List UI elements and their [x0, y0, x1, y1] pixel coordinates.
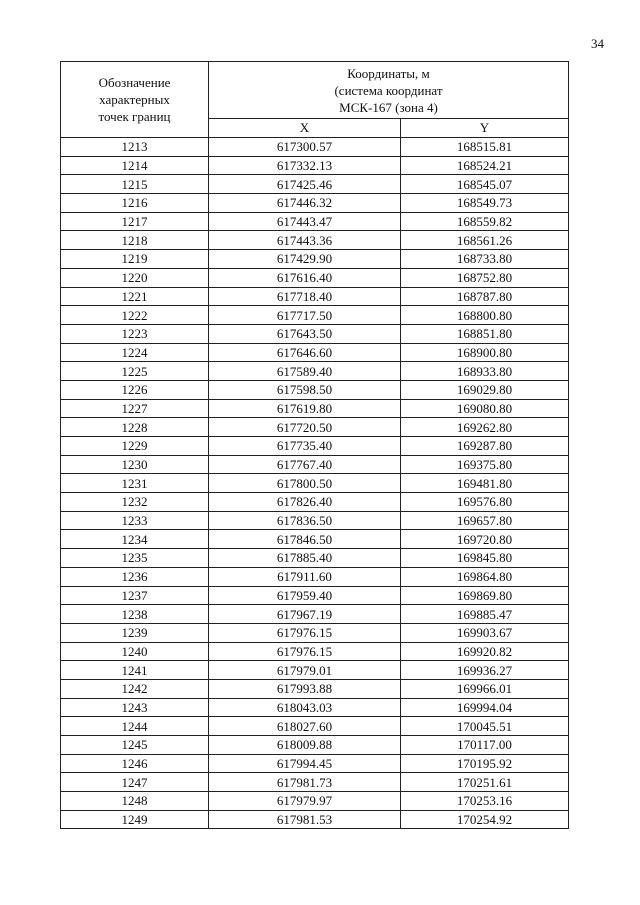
table-row — [61, 493, 569, 512]
table-row — [61, 567, 569, 586]
y-coordinate-cell: 170251.61 — [401, 773, 569, 792]
table-row — [61, 455, 569, 474]
header-label-line: характерных — [99, 92, 170, 107]
header-label-line: Обозначение — [98, 75, 171, 90]
y-coordinate-cell: 169080.80 — [401, 399, 569, 418]
point-id-cell: 1224 — [61, 343, 209, 362]
x-coordinate-cell: 617616.40 — [209, 268, 401, 287]
y-coordinate-cell: 168549.73 — [401, 194, 569, 213]
table-row — [61, 399, 569, 418]
point-id-cell: 1243 — [61, 698, 209, 717]
y-coordinate-cell: 169029.80 — [401, 380, 569, 399]
x-coordinate-cell: 617967.19 — [209, 605, 401, 624]
table-row — [61, 605, 569, 624]
table-row — [61, 437, 569, 456]
y-coordinate-cell: 169657.80 — [401, 511, 569, 530]
table-row — [61, 642, 569, 661]
y-coordinate-cell: 168900.80 — [401, 343, 569, 362]
y-coordinate-cell: 168787.80 — [401, 287, 569, 306]
y-coordinate-cell: 169885.47 — [401, 605, 569, 624]
y-coordinate-cell: 169845.80 — [401, 549, 569, 568]
y-coordinate-cell: 169920.82 — [401, 642, 569, 661]
point-id-cell: 1217 — [61, 212, 209, 231]
table-row — [61, 773, 569, 792]
point-id-cell: 1236 — [61, 567, 209, 586]
x-coordinate-cell: 617425.46 — [209, 175, 401, 194]
y-coordinate-cell: 169720.80 — [401, 530, 569, 549]
point-id-cell: 1223 — [61, 324, 209, 343]
x-coordinate-cell: 617646.60 — [209, 343, 401, 362]
x-coordinate-cell: 617979.97 — [209, 792, 401, 811]
x-coordinate-cell: 617767.40 — [209, 455, 401, 474]
y-coordinate-cell: 169936.27 — [401, 661, 569, 680]
point-id-cell: 1240 — [61, 642, 209, 661]
y-coordinate-cell: 170254.92 — [401, 810, 569, 829]
point-id-cell: 1215 — [61, 175, 209, 194]
point-id-cell: 1242 — [61, 679, 209, 698]
column-header-x: X — [209, 119, 401, 138]
table-row — [61, 717, 569, 736]
point-id-cell: 1229 — [61, 437, 209, 456]
point-id-cell: 1247 — [61, 773, 209, 792]
table-row — [61, 623, 569, 642]
table-row — [61, 736, 569, 755]
header-coords-line: МСК-167 (зона 4) — [339, 99, 438, 115]
y-coordinate-cell: 170195.92 — [401, 754, 569, 773]
table-row — [61, 754, 569, 773]
table-row — [61, 212, 569, 231]
y-coordinate-cell: 170253.16 — [401, 792, 569, 811]
point-id-cell: 1219 — [61, 250, 209, 269]
table-row — [61, 268, 569, 287]
y-coordinate-cell: 169262.80 — [401, 418, 569, 437]
y-coordinate-cell: 168559.82 — [401, 212, 569, 231]
x-coordinate-cell: 617598.50 — [209, 380, 401, 399]
page-number: 34 — [591, 36, 604, 51]
x-coordinate-cell: 617717.50 — [209, 306, 401, 325]
y-coordinate-cell: 169966.01 — [401, 679, 569, 698]
x-coordinate-cell: 617976.15 — [209, 623, 401, 642]
point-id-cell: 1213 — [61, 138, 209, 157]
table-row — [61, 156, 569, 175]
x-coordinate-cell: 617446.32 — [209, 194, 401, 213]
x-coordinate-cell: 617981.73 — [209, 773, 401, 792]
x-coordinate-cell: 617836.50 — [209, 511, 401, 530]
point-id-cell: 1228 — [61, 418, 209, 437]
x-coordinate-cell: 617735.40 — [209, 437, 401, 456]
x-coordinate-cell: 617959.40 — [209, 586, 401, 605]
point-id-cell: 1232 — [61, 493, 209, 512]
y-coordinate-cell: 168800.80 — [401, 306, 569, 325]
x-coordinate-cell: 617443.47 — [209, 212, 401, 231]
y-coordinate-cell: 170045.51 — [401, 717, 569, 736]
y-coordinate-cell: 169287.80 — [401, 437, 569, 456]
point-id-cell: 1231 — [61, 474, 209, 493]
point-id-cell: 1218 — [61, 231, 209, 250]
header-coordinates — [209, 62, 569, 119]
point-id-cell: 1239 — [61, 623, 209, 642]
table-row — [61, 511, 569, 530]
point-id-cell: 1237 — [61, 586, 209, 605]
point-id-cell: 1245 — [61, 736, 209, 755]
point-id-cell: 1244 — [61, 717, 209, 736]
table-row — [61, 287, 569, 306]
y-coordinate-cell: 168933.80 — [401, 362, 569, 381]
x-coordinate-cell: 617826.40 — [209, 493, 401, 512]
point-id-cell: 1248 — [61, 792, 209, 811]
point-id-cell: 1214 — [61, 156, 209, 175]
table-row — [61, 530, 569, 549]
x-coordinate-cell: 617718.40 — [209, 287, 401, 306]
point-id-cell: 1226 — [61, 380, 209, 399]
column-header-y: Y — [401, 119, 569, 138]
table-row — [61, 474, 569, 493]
x-coordinate-cell: 617885.40 — [209, 549, 401, 568]
point-id-cell: 1221 — [61, 287, 209, 306]
table-row — [61, 175, 569, 194]
point-id-cell: 1225 — [61, 362, 209, 381]
point-id-cell: 1230 — [61, 455, 209, 474]
table-row — [61, 380, 569, 399]
table-row — [61, 679, 569, 698]
x-coordinate-cell: 617300.57 — [209, 138, 401, 157]
y-coordinate-cell: 168561.26 — [401, 231, 569, 250]
point-id-cell: 1227 — [61, 399, 209, 418]
x-coordinate-cell: 617720.50 — [209, 418, 401, 437]
point-id-cell: 1246 — [61, 754, 209, 773]
x-coordinate-cell: 617589.40 — [209, 362, 401, 381]
table-row — [61, 792, 569, 811]
x-coordinate-cell: 617993.88 — [209, 679, 401, 698]
header-coords-line: Координаты, м — [347, 65, 430, 81]
table-row — [61, 418, 569, 437]
y-coordinate-cell: 169869.80 — [401, 586, 569, 605]
x-coordinate-cell: 617981.53 — [209, 810, 401, 829]
y-coordinate-cell: 168545.07 — [401, 175, 569, 194]
y-coordinate-cell: 169375.80 — [401, 455, 569, 474]
table-row — [61, 306, 569, 325]
table-row — [61, 549, 569, 568]
y-coordinate-cell: 168515.81 — [401, 138, 569, 157]
table-body — [61, 138, 569, 829]
y-coordinate-cell: 169903.67 — [401, 623, 569, 642]
x-coordinate-cell: 617846.50 — [209, 530, 401, 549]
table-row — [61, 810, 569, 829]
point-id-cell: 1234 — [61, 530, 209, 549]
y-coordinate-cell: 169864.80 — [401, 567, 569, 586]
x-coordinate-cell: 617643.50 — [209, 324, 401, 343]
y-coordinate-cell: 168851.80 — [401, 324, 569, 343]
point-id-cell: 1235 — [61, 549, 209, 568]
x-coordinate-cell: 617332.13 — [209, 156, 401, 175]
y-coordinate-cell: 169994.04 — [401, 698, 569, 717]
y-coordinate-cell: 170117.00 — [401, 736, 569, 755]
table-row — [61, 362, 569, 381]
table-row — [61, 250, 569, 269]
point-id-cell: 1241 — [61, 661, 209, 680]
point-id-cell: 1233 — [61, 511, 209, 530]
x-coordinate-cell: 617800.50 — [209, 474, 401, 493]
point-id-cell: 1216 — [61, 194, 209, 213]
y-coordinate-cell: 168524.21 — [401, 156, 569, 175]
x-coordinate-cell: 617911.60 — [209, 567, 401, 586]
x-coordinate-cell: 618027.60 — [209, 717, 401, 736]
header-point-designation — [61, 62, 209, 138]
x-coordinate-cell: 617979.01 — [209, 661, 401, 680]
table-row — [61, 661, 569, 680]
table-row — [61, 194, 569, 213]
x-coordinate-cell: 617619.80 — [209, 399, 401, 418]
point-id-cell: 1222 — [61, 306, 209, 325]
header-coords-line: (система координат — [334, 82, 443, 98]
table-row — [61, 324, 569, 343]
point-id-cell: 1220 — [61, 268, 209, 287]
y-coordinate-cell: 169481.80 — [401, 474, 569, 493]
x-coordinate-cell: 617429.90 — [209, 250, 401, 269]
table-row — [61, 138, 569, 157]
y-coordinate-cell: 168733.80 — [401, 250, 569, 269]
y-coordinate-cell: 168752.80 — [401, 268, 569, 287]
x-coordinate-cell: 617994.45 — [209, 754, 401, 773]
y-coordinate-cell: 169576.80 — [401, 493, 569, 512]
coordinates-table — [60, 61, 569, 829]
point-id-cell: 1249 — [61, 810, 209, 829]
x-coordinate-cell: 617443.36 — [209, 231, 401, 250]
table-row — [61, 231, 569, 250]
point-id-cell: 1238 — [61, 605, 209, 624]
x-coordinate-cell: 618043.03 — [209, 698, 401, 717]
table-row — [61, 343, 569, 362]
x-coordinate-cell: 618009.88 — [209, 736, 401, 755]
table-row — [61, 698, 569, 717]
table-row — [61, 586, 569, 605]
x-coordinate-cell: 617976.15 — [209, 642, 401, 661]
header-label-line: точек границ — [98, 109, 171, 124]
